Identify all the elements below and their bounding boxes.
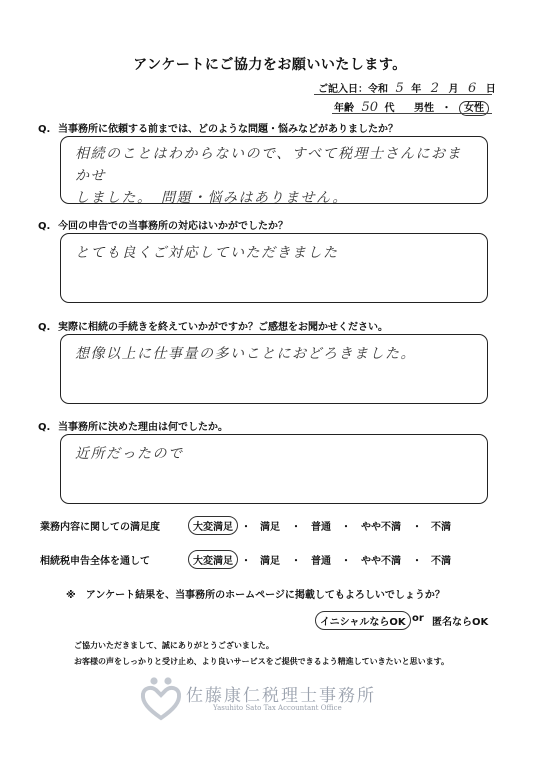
gender-separator: ・ <box>441 103 452 114</box>
separator: ・ <box>291 522 301 533</box>
footer-line-2: お客様の声をしっかりと受け止め、より良いサービスをご提供できるよう精進していきたいと思います。 <box>74 657 450 666</box>
age-value: 50 <box>361 100 379 115</box>
answer-box-3 <box>60 334 488 404</box>
date-underline <box>314 94 492 95</box>
rating-2-option-somewhat-dissatisfied: やや不満 <box>361 556 401 567</box>
question-text: 実際に相続の手続きを終えていかがですか？ご感想をお聞かせください。 <box>58 322 388 333</box>
year-suffix: 年 <box>411 84 422 95</box>
question-label: Q. <box>38 221 51 232</box>
answer-box-1 <box>60 136 488 204</box>
question-text: 当事務所に依頼する前までは、どのような問題・悩みなどがありましたか？ <box>58 124 398 135</box>
rating-1-option-very-satisfied-selected: 大変満足 <box>188 516 238 535</box>
question-label: Q. <box>38 422 51 433</box>
question-label: Q. <box>38 124 51 135</box>
question-text: 今回の申告での当事務所の対応はいかがでしたか？ <box>58 221 288 232</box>
date-month: 2 <box>430 81 440 96</box>
date-label: ご記入日：令和 <box>318 84 388 95</box>
rating-1-option-dissatisfied: 不満 <box>431 522 451 533</box>
answer-box-4 <box>60 434 488 504</box>
answer-2-line-1: とても良くご対応していただきました <box>75 245 339 261</box>
answer-1-line-2: しました。 問題・悩みはありません。 <box>75 190 348 206</box>
rating-2-option-very-satisfied-selected: 大変満足 <box>188 550 238 569</box>
age-suffix: 代 <box>384 103 395 114</box>
publish-question-text: アンケート結果を、当事務所のホームページに掲載してもよろしいでしょうか？ <box>85 590 445 601</box>
rating-1-option-somewhat-dissatisfied: やや不満 <box>361 522 401 533</box>
publish-option-anonymous: 匿名ならOK <box>432 617 489 628</box>
rating-1-option-satisfied: 満足 <box>260 522 280 533</box>
note-mark: ※ <box>66 590 76 601</box>
separator: ・ <box>241 522 251 533</box>
publish-or: or <box>412 613 424 624</box>
question-2 <box>38 217 288 232</box>
question-1 <box>38 120 398 135</box>
answer-3-line-1: 想像以上に仕事量の多いことにおどろきました。 <box>75 346 416 362</box>
gender-female-selected: 女性 <box>459 101 489 116</box>
separator: ・ <box>241 556 251 567</box>
answer-4-line-1: 近所だったので <box>75 446 184 462</box>
rating-2-option-neutral: 普通 <box>311 556 331 567</box>
age-label: 年齢 <box>334 103 354 114</box>
rating-1-option-neutral: 普通 <box>311 522 331 533</box>
rating-1-label: 業務内容に関しての満足度 <box>40 522 160 533</box>
gender-male: 男性 <box>414 103 434 114</box>
separator: ・ <box>341 522 351 533</box>
publish-option-initials-selected: イニシャルならOK <box>315 611 411 630</box>
date-year: 5 <box>395 81 404 96</box>
answer-1-line-1: 相続のことはわからないので、すべて税理士さんにおまかせ <box>75 146 462 184</box>
rating-2-label: 相続税申告全体を通して <box>40 556 150 567</box>
office-logo-icon <box>140 676 182 722</box>
question-4 <box>38 418 228 433</box>
page-title: アンケートにご協力をお願いいたします。 <box>133 57 407 73</box>
rating-2-option-dissatisfied: 不満 <box>431 556 451 567</box>
separator: ・ <box>291 556 301 567</box>
rating-2-option-satisfied: 満足 <box>260 556 280 567</box>
separator: ・ <box>412 556 422 567</box>
footer-line-1: ご協力いただきまして、誠にありがとうございました。 <box>74 641 274 650</box>
office-name: 佐藤康仁税理士事務所 <box>186 686 376 706</box>
question-3 <box>38 318 388 333</box>
separator: ・ <box>341 556 351 567</box>
age-underline <box>332 113 492 114</box>
answer-box-2 <box>60 233 488 303</box>
question-label: Q. <box>38 322 51 333</box>
month-suffix: 月 <box>448 84 459 95</box>
question-text: 当事務所に決めた理由は何でしたか。 <box>58 422 228 433</box>
separator: ・ <box>412 522 422 533</box>
date-day: 6 <box>467 81 477 96</box>
publish-question <box>66 586 445 601</box>
office-name-english: Yasuhito Sato Tax Accountant Office <box>213 704 342 712</box>
day-suffix: 日 <box>485 84 496 95</box>
